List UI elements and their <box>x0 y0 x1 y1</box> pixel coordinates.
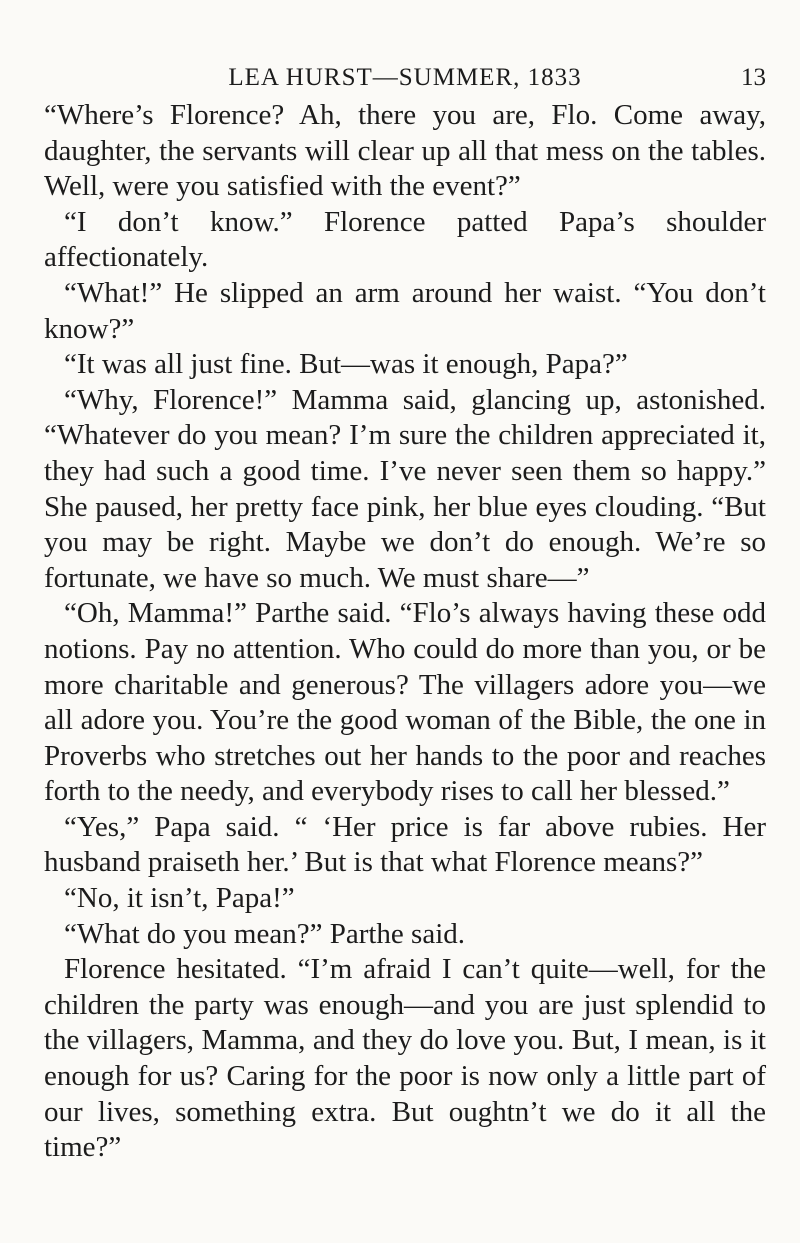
running-head <box>44 60 766 96</box>
paragraph: “What do you mean?” Parthe said. <box>64 917 466 950</box>
paragraph: “I don’t know.” Florence patted Papa’s shoulder affectionately. <box>44 205 766 274</box>
page-number: 13 <box>741 64 766 91</box>
paragraph: “Why, Florence!” Mamma said, glancing up, astonished. “Whatever do you mean? I’m sure the children appreciated it, they had such a good time. I’ve never seen them so happy.” She paused, her pretty face pink, her blue eyes clouding. “But you may be right. Maybe we don’t do enough. We’re so fortunate, we have so much. We must share—” <box>44 383 766 594</box>
paragraph: “No, it isn’t, Papa!” <box>64 882 295 915</box>
paragraph: “It was all just fine. But—was it enough, Papa?” <box>64 348 628 381</box>
paragraph: “Yes,” Papa said. “ ‘Her price is far above rubies. Her husband praiseth her.’ But is that what Florence means?” <box>44 810 766 879</box>
paragraph: “What!” He slipped an arm around her waist. “You don’t know?” <box>44 276 766 345</box>
paragraph: “Where’s Florence? Ah, there you are, Flo. Come away, daughter, the servants will clear up all that mess on the tables. Well, were you satisfied with the event?” <box>44 99 766 203</box>
paragraph: Florence hesitated. “I’m afraid I can’t quite—well, for the children the party was enough—and you are just splendid to the villagers, Mamma, and they do love you. But, I mean, is it enough for us? Caring for the poor is now only a little part of our lives, something extra. But oughtn’t we do it all the time?” <box>44 953 766 1164</box>
running-title: LEA HURST—SUMMER, 1833 <box>228 64 582 91</box>
body-text <box>44 98 766 1166</box>
paragraph: “Oh, Mamma!” Parthe said. “Flo’s always having these odd notions. Pay no attention. Who could do more than you, or be more charitable and generous? The villagers adore you—we all adore you. You’re the good woman of the Bible, the one in Proverbs who stretches out her hands to the poor and reaches forth to the needy, and everybody rises to call her blessed.” <box>44 597 766 808</box>
